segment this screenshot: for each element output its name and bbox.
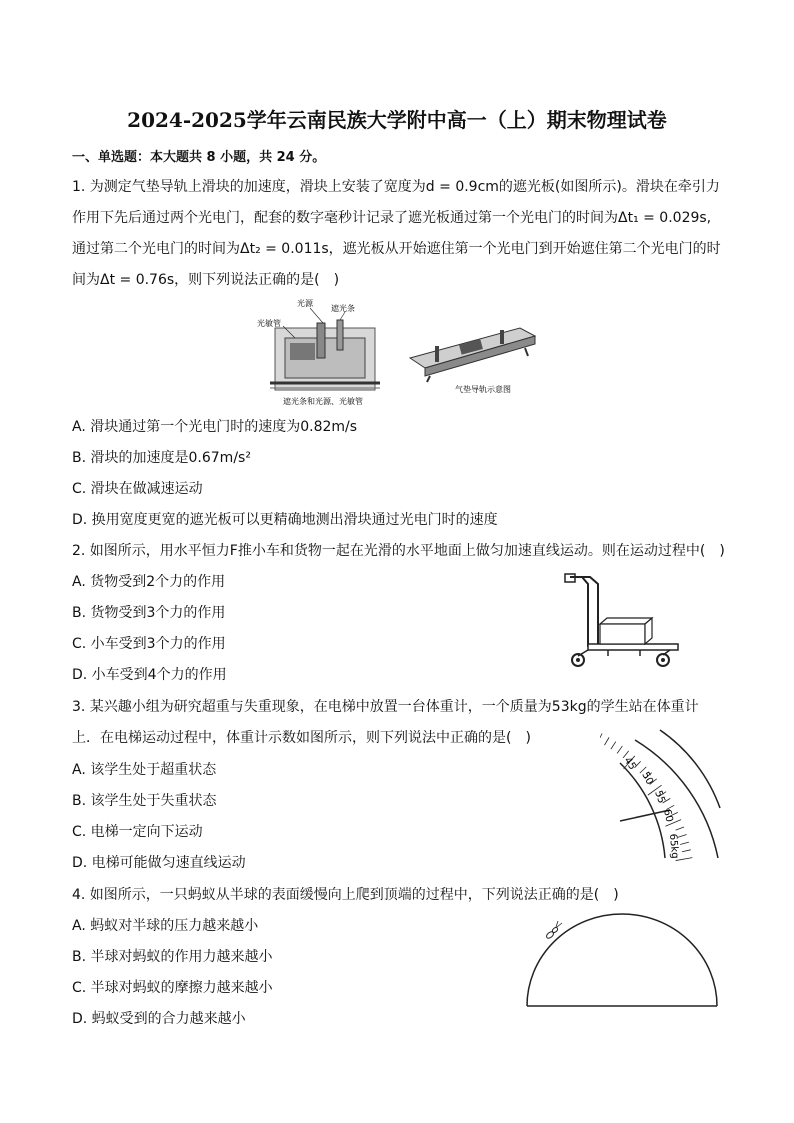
scale-tick-45: 45	[621, 755, 638, 773]
q1-option-d[interactable]: D. 换用宽度更宽的遮光板可以更精确地测出滑块通过光电门时的速度	[72, 512, 498, 528]
q2-cart-figure	[560, 572, 685, 672]
label-shading-strip: 遮光条	[331, 304, 355, 313]
q1-line-1: 1. 为测定气垫导轨上滑块的加速度，滑块上安装了宽度为d = 0.9cm的遮光板(如图所示)。滑块在牵引力	[72, 179, 720, 195]
scale-tick-mark	[617, 746, 622, 753]
q3-option-d[interactable]: D. 电梯可能做匀速直线运动	[72, 855, 246, 871]
caption-sensor: 遮光条和光源、光敏管	[283, 397, 363, 406]
q1-option-b[interactable]: B. 滑块的加速度是0.67m/s²	[72, 450, 251, 466]
q4-line-1: 4. 如图所示，一只蚂蚁从半球的表面缓慢向上爬到顶端的过程中，下列说法正确的是( )	[72, 887, 619, 903]
label-photosensor: 光敏管	[257, 319, 281, 328]
q1-line-2: 作用下先后通过两个光电门，配套的数字毫秒计记录了遮光板通过第一个光电门的时间为Δt₁ = 0.029s,	[72, 210, 712, 226]
q1-option-a[interactable]: A. 滑块通过第一个光电门时的速度为0.82m/s	[72, 419, 358, 435]
q1-photo-sensor-figure	[255, 298, 385, 408]
scale-tick-50: 50	[639, 770, 656, 787]
scale-tick-mark	[682, 850, 691, 852]
q1-option-c[interactable]: C. 滑块在做减速运动	[72, 481, 203, 497]
q3-option-a[interactable]: A. 该学生处于超重状态	[72, 762, 217, 778]
q4-option-b[interactable]: B. 半球对蚂蚁的作用力越来越小	[72, 949, 273, 965]
scale-tick-mark	[600, 733, 602, 748]
q1-air-track-figure	[405, 318, 540, 398]
q4-hemisphere-figure	[522, 908, 722, 1010]
q3-option-b[interactable]: B. 该学生处于失重状态	[72, 793, 217, 809]
q4-option-d[interactable]: D. 蚂蚁受到的合力越来越小	[72, 1011, 246, 1027]
q2-option-a[interactable]: A. 货物受到2个力的作用	[72, 574, 226, 590]
q1-line-3: 通过第二个光电门的时间为Δt₂ = 0.011s，遮光板从开始遮住第一个光电门到开始遮住第二个光电门的时	[72, 241, 721, 257]
scale-tick-mark	[605, 737, 610, 745]
q3-line-1: 3. 某兴趣小组为研究超重与失重现象，在电梯中放置一台体重计，一个质量为53kg的学生站在体重计	[72, 699, 699, 715]
q1-line-4: 间为Δt = 0.76s，则下列说法正确的是( )	[72, 272, 340, 288]
q2-line-1: 2. 如图所示，用水平恒力F推小车和货物一起在光滑的水平地面上做匀加速直线运动。则在运动过程中( )	[72, 543, 725, 559]
q4-option-c[interactable]: C. 半球对蚂蚁的摩擦力越来越小	[72, 980, 273, 996]
page-title: 2024-2025学年云南民族大学附中高一（上）期末物理试卷	[127, 108, 667, 132]
scale-tick-mark	[676, 827, 684, 830]
scale-tick-60: 60	[661, 808, 675, 824]
label-light-source: 光源	[297, 299, 313, 308]
caption-air-track: 气垫导轨示意图	[455, 385, 511, 394]
q3-line-2: 上．在电梯运动过程中，体重计示数如图所示，则下列说法中正确的是( )	[72, 730, 531, 746]
scale-tick-mark	[680, 842, 689, 844]
q3-scale-dial-figure	[600, 728, 722, 864]
q2-option-d[interactable]: D. 小车受到4个力的作用	[72, 667, 227, 683]
scale-tick-mark	[678, 835, 687, 838]
q4-option-a[interactable]: A. 蚂蚁对半球的压力越来越小	[72, 918, 259, 934]
scale-tick-55: 55	[652, 789, 667, 805]
scale-tick-mark	[611, 742, 616, 750]
section-heading: 一、单选题：本大题共 8 小题，共 24 分。	[72, 150, 326, 165]
q2-option-c[interactable]: C. 小车受到3个力的作用	[72, 636, 226, 652]
q3-option-c[interactable]: C. 电梯一定向下运动	[72, 824, 203, 840]
scale-tick-65kg: 65kg	[667, 833, 681, 860]
q2-option-b[interactable]: B. 货物受到3个力的作用	[72, 605, 226, 621]
